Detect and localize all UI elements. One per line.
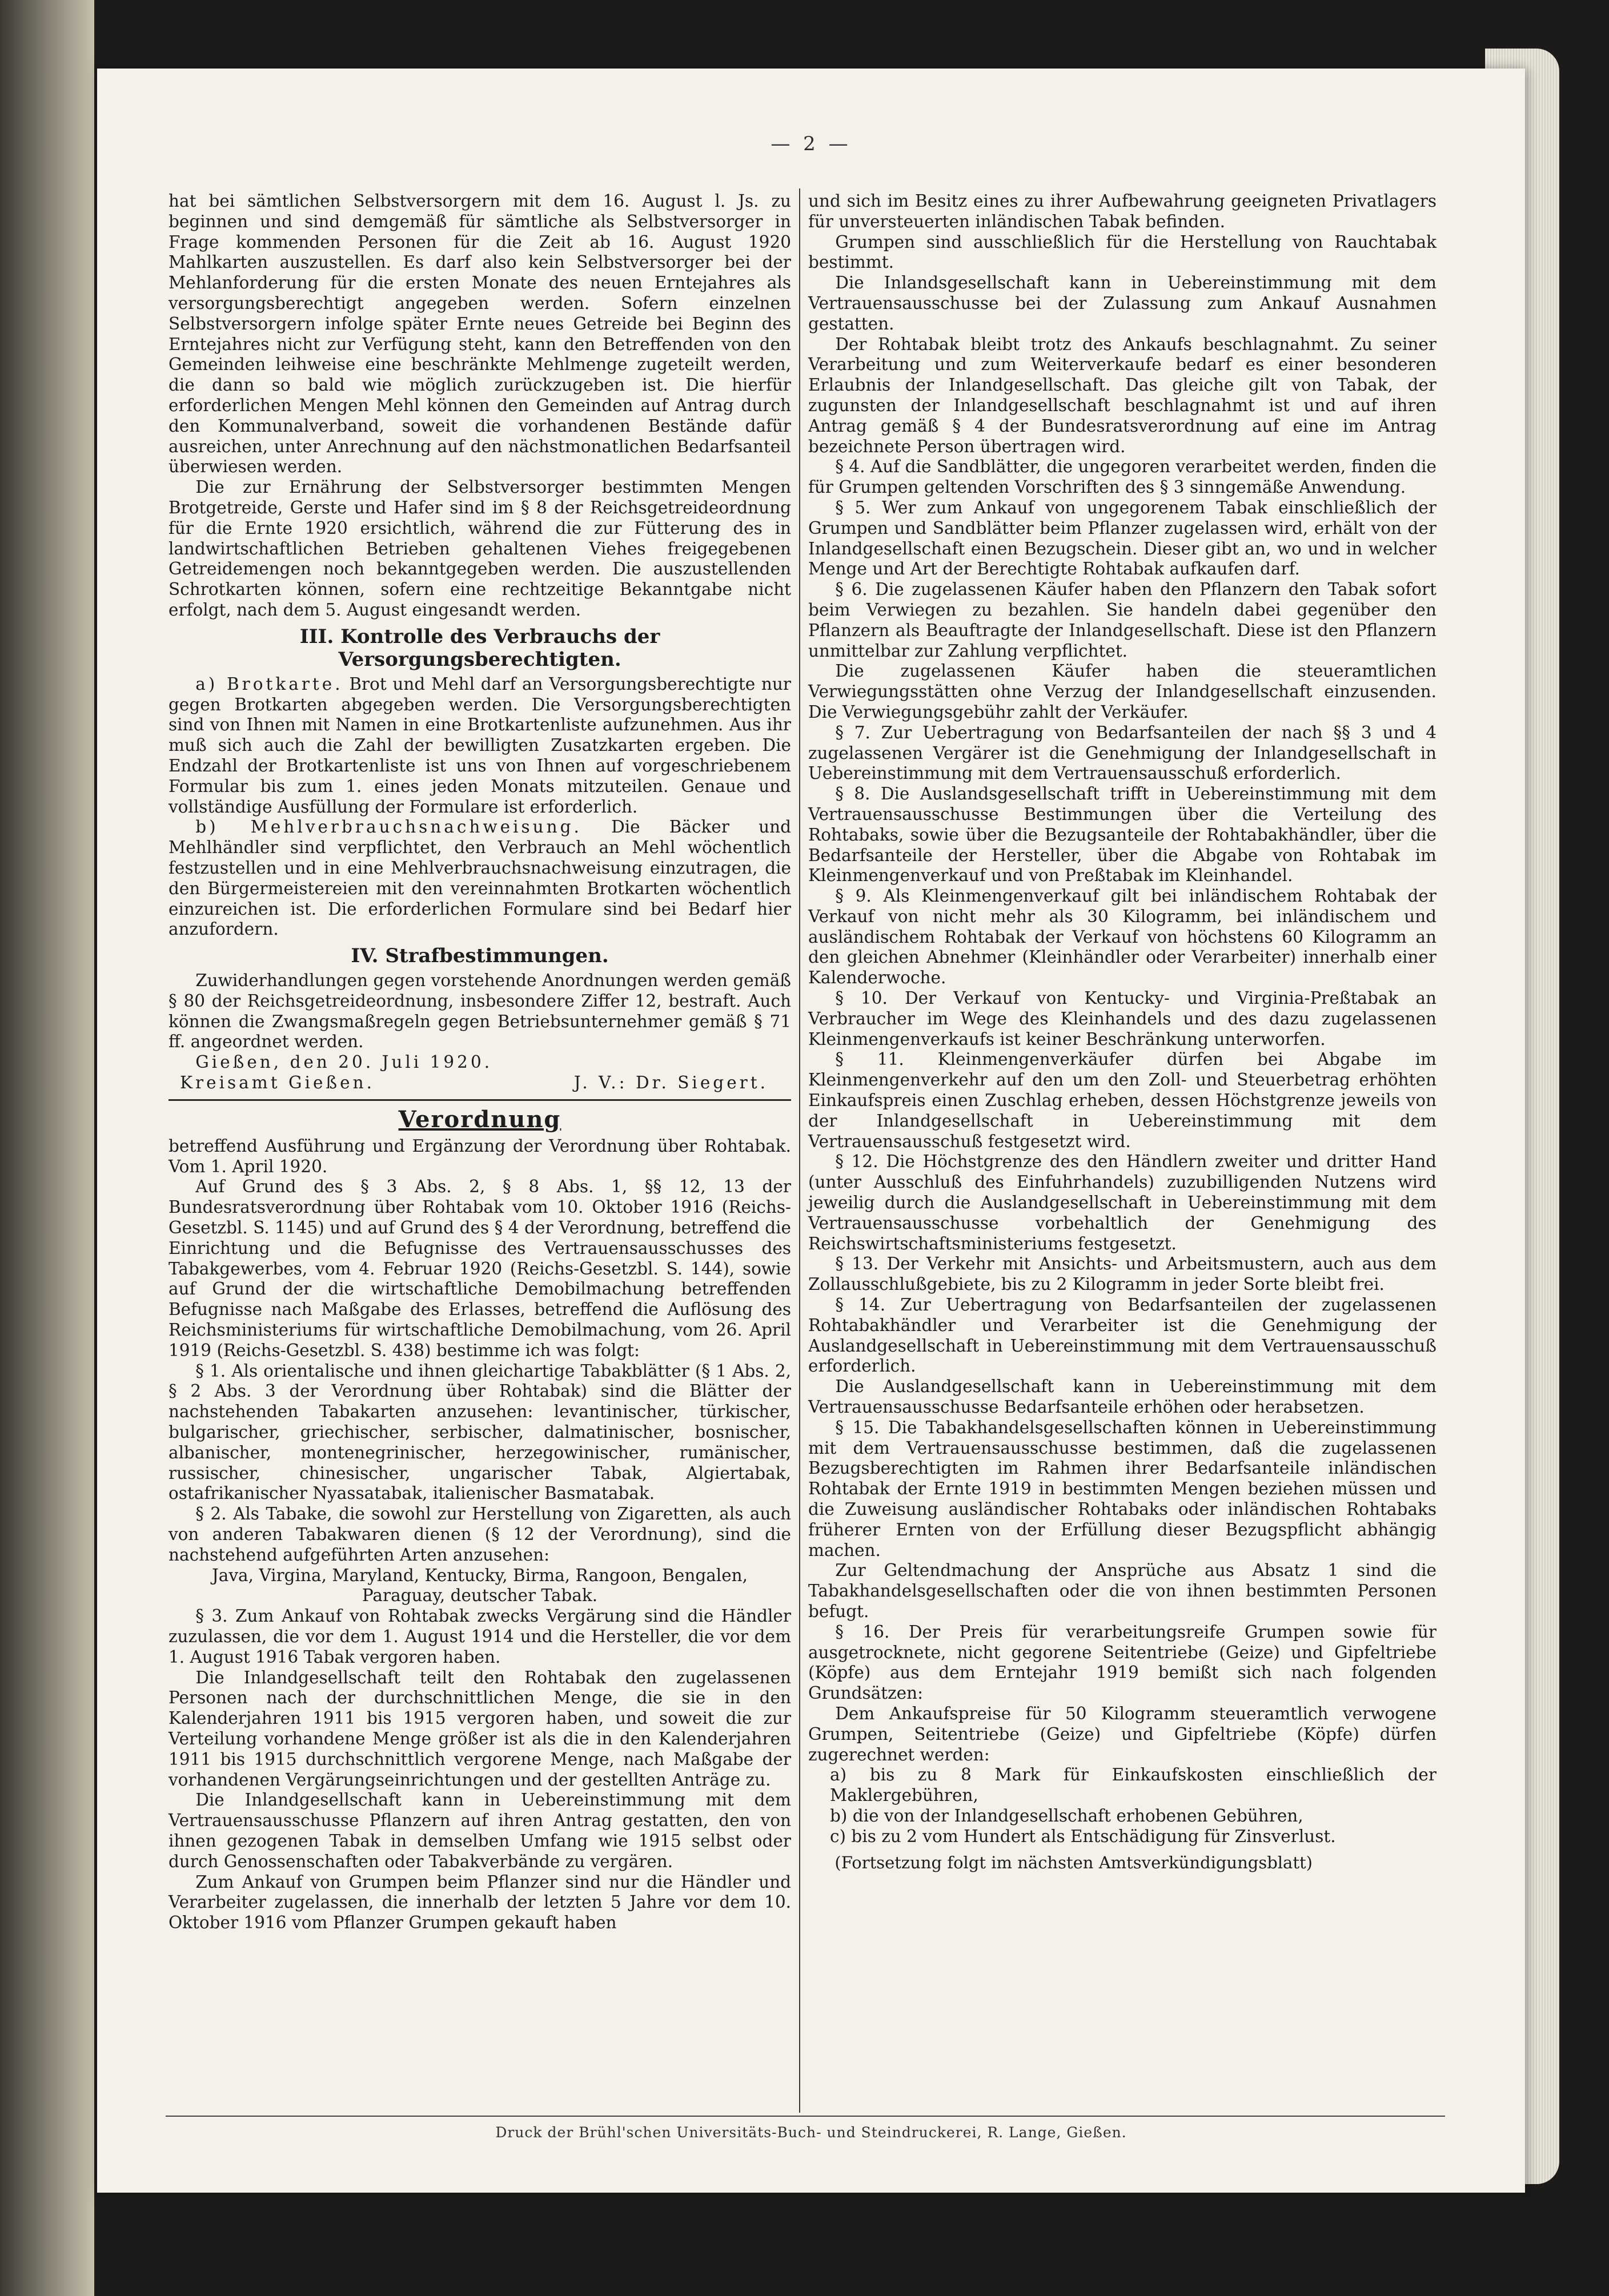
verordnung-paragraph: Die Inlandgesellschaft teilt den Rohtabak den zugelassenen Personen nach der durchschnittlichen Menge, die sie in den Kalenderjahren 1911 bis 1915 vergoren haben, und soweit die zur Verteilung vorhandene Menge größer ist als die in den Kalenderjahren 1911 bis 1915 durchschnittlich vergorene Menge, nach Maßgabe der vorhandenen Vergärungseinrichtungen und der gestellten Anträge zu. <box>168 1667 791 1790</box>
section-4-title: IV. Strafbestimmungen. <box>351 944 609 968</box>
printer-footer: Druck der Brühl'schen Universitäts-Buch- und Steindruckerei, R. Lange, Gießen. <box>495 2124 1127 2141</box>
intro-paragraph: hat bei sämtlichen Selbstversorgern mit dem 16. August l. Js. zu beginnen und sind demgemäß für sämtliche als Selbstversorger in Frage kommenden Personen für die Zeit ab 16. August 1920 Mahlkarten auszustellen. Es darf also kein Selbstversorger bei der Mehlanforderung für die ersten Monate des neuen Erntejahres als versorgungsberechtigt angegeben werden. Sofern einzelnen Selbstversorgern infolge später Ernte neues Getreide bei Beginn des Erntejahres nicht zur Verfügung steht, kann den Betreffenden von den Gemeinden leihweise eine beschränkte Mehlmenge zugeteilt werden, die dann so bald wie möglich zurückzugeben ist. Die hierfür erforderlichen Mengen Mehl können den Gemeinden auf Antrag durch den Kommunalverband, soweit die vorhandenen Bestände dafür ausreichen, unter Anrechnung auf den nächstmonatlichen Bedarfsanteil überwiesen werden. <box>168 191 791 477</box>
right-paragraph: Die Auslandgesellschaft kann in Uebereinstimmung mit dem Vertrauensausschusse Bedarfsanteile erhöhen oder herabsetzen. <box>808 1377 1437 1417</box>
verordnung-paragraph: § 3. Zum Ankauf von Rohtabak zwecks Vergärung sind die Händler zuzulassen, die vor dem 1. August 1914 und die Hersteller, die vor dem 1. August 1916 Tabak vergoren haben. <box>168 1606 791 1667</box>
verordnung-paragraph: Zum Ankauf von Grumpen beim Pflanzer sind nur die Händler und Verarbeiter zugelassen, die innerhalb der letzten 5 Jahre vor dem 10. Oktober 1916 vom Pflanzer Grumpen gekauft haben <box>168 1872 791 1933</box>
right-paragraph: § 16. Der Preis für verarbeitungsreife Grumpen sowie für ausgetrocknete, nicht gegorene Seitentriebe (Geize) und Gipfeltriebe (Köpfe) aus dem Erntejahr 1919 bemißt sich nach folgenden Grundsätzen: <box>808 1622 1437 1703</box>
right-paragraph: Grumpen sind ausschließlich für die Herstellung von Rauchtabak bestimmt. <box>808 232 1437 272</box>
section-3-title: III. Kontrolle des Verbrauchs der Versorgungsberechtigten. <box>299 625 660 671</box>
right-paragraph: § 12. Die Höchstgrenze des den Händlern zweiter und dritter Hand (unter Ausschluß des Einfuhrhandels) zuzubilligenden Nutzens wird jeweilig durch die Auslandgesellschaft in Uebereinstimmung mit dem Vertrauensausschusse vorbehaltlich der Genehmigung des Reichswirtschaftsministeriums festgesetzt. <box>808 1152 1437 1253</box>
right-column <box>808 191 1437 1873</box>
right-paragraph: § 7. Zur Uebertragung von Bedarfsanteilen der nach §§ 3 und 4 zugelassenen Vergärer ist die Genehmigung der Inlandgesellschaft in Uebereinstimmung mit dem Vertrauensausschuß erforderlich. <box>808 722 1437 783</box>
right-paragraph: § 10. Der Verkauf von Kentucky- und Virginia-Preßtabak an Verbraucher im Wege des Kleinhandels und des dazu zugelassenen Kleinmengenverkaufs ist keiner Beschränkung unterworfen. <box>808 988 1437 1049</box>
mehlverbrauch-label: b) Mehlverbrauchsnachweisung. <box>195 817 582 837</box>
verordnung-title: Verordnung <box>398 1105 561 1133</box>
authority: Kreisamt Gießen. <box>180 1073 375 1093</box>
left-column <box>168 191 791 1933</box>
date-line: Gießen, den 20. Juli 1920. <box>195 1052 493 1072</box>
right-paragraph: Zur Geltendmachung der Ansprüche aus Absatz 1 sind die Tabakhandelsgesellschaften oder die von ihnen bestimmten Personen befugt. <box>808 1561 1437 1621</box>
list-item: b) die von der Inlandgesellschaft erhobenen Gebühren, <box>830 1806 1303 1825</box>
right-paragraph: § 15. Die Tabakhandelsgesellschaften können in Uebereinstimmung mit dem Vertrauensausschusse bestimmen, daß die zugelassenen Bezugsberechtigten im Rahmen ihrer Bedarfsanteile inländischen Rohtabak der Ernte 1919 in bestimmten Mengen beziehen müssen und die Zuweisung ausländischer Rohtabaks oder inländischen Rohtabaks früherer Ernten von der Erfüllung dieser Bezugspflicht abhängig machen. <box>808 1417 1437 1560</box>
list-item: c) bis zu 2 vom Hundert als Entschädigung für Zinsverlust. <box>830 1826 1336 1846</box>
right-paragraph: § 5. Wer zum Ankauf von ungegorenem Tabak einschließlich der Grumpen und Sandblätter beim Pflanzer zugelassen wird, erhält von der Inlandgesellschaft einen Bezugschein. Dieser gibt an, wo und in welcher Menge und Art der Berechtigte Rohtabak aufkaufen darf. <box>808 497 1437 579</box>
list-item: a) bis zu 8 Mark für Einkaufskosten einschließlich der Maklergebühren, <box>830 1765 1437 1806</box>
page-number: — 2 — <box>771 132 852 155</box>
verordnung-subtitle: betreffend Ausführung und Ergänzung der Verordnung über Rohtabak. Vom 1. April 1920. <box>168 1136 791 1176</box>
right-paragraph: § 6. Die zugelassenen Käufer haben den Pflanzern den Tabak sofort beim Verwiegen zu bezahlen. Sie handeln dabei gegenüber den Pflanzern als Beauftragte der Inlandgesellschaft. Diese ist den Pflanzern unmittelbar zur Zahlung verpflichtet. <box>808 580 1437 661</box>
mehlverbrauch-text: Die Bäcker und Mehlhändler sind verpflichtet, den Verbrauch an Mehl wöchentlich festzustellen und in eine Mehlverbrauchsnachweisung einzutragen, die den Bürgermeistereien mit den vereinnahmten Brotkarten wöchentlich einzureichen ist. Die erforderlichen Formulare sind bei Bedarf hier anzufordern. <box>168 817 791 939</box>
right-paragraph: § 4. Auf die Sandblätter, die ungegoren verarbeitet werden, finden die für Grumpen geltenden Vorschriften des § 3 sinngemäße Anwendung. <box>808 457 1437 497</box>
section-separator <box>168 1099 791 1101</box>
right-paragraph: Die zugelassenen Käufer haben die steueramtlichen Verwiegungsstätten ohne Verzug der Inlandgesellschaft einzusenden. Die Verwiegungsgebühr zahlt der Verkäufer. <box>808 661 1437 722</box>
footer-rule <box>166 2116 1445 2117</box>
left-page-edge <box>0 0 94 2296</box>
signatory: J. V.: Dr. Siegert. <box>573 1073 768 1093</box>
verordnung-paragraph: Auf Grund des § 3 Abs. 2, § 8 Abs. 1, §§ 12, 13 der Bundesratsverordnung über Rohtabak vom 10. Oktober 1916 (Reichs-Gesetzbl. S. 1145) und auf Grund des § 4 der Verordnung, betreffend die Einrichtung und die Befugnisse des Vertrauensausschusses des Tabakgewerbes, vom 4. Februar 1920 (Reichs-Gesetzbl. S. 144), sowie auf Grund der die wirtschaftliche Demobilmachung betreffenden Befugnisse nach Maßgabe des Erlasses, betreffend die Auflösung des Reichsministeriums für wirtschaftliche Demobilmachung, vom 26. April 1919 (Reichs-Gesetzbl. S. 438) bestimme ich was folgt: <box>168 1177 791 1360</box>
right-paragraph: § 9. Als Kleinmengenverkauf gilt bei inländischem Rohtabak der Verkauf von nicht mehr als 30 Kilogramm, bei inländischem und ausländischem Rohtabak der Verkauf von höchstens 60 Kilogramm an den gleichen Abnehmer (Kleinhändler oder Verarbeiter) innerhalb einer Kalenderwoche. <box>808 886 1437 988</box>
right-paragraph: Der Rohtabak bleibt trotz des Ankaufs beschlagnahmt. Zu seiner Verarbeitung und zum Weiterverkaufe bedarf es einer besonderen Erlaubnis der Inlandgesellschaft. Das gleiche gilt von Tabak, der zugunsten der Inlandgesellschaft beschlagnahmt ist und auf ihren Antrag gemäß § 4 der Bundesratsverordnung auf eine im Antrag bezeichnete Person übertragen wird. <box>808 334 1437 456</box>
verordnung-paragraph: Die Inlandgesellschaft kann in Uebereinstimmung mit dem Vertrauensausschusse Pflanzern auf ihren Antrag gestatten, den von ihnen gezogenen Tabak in demselben Umfang wie 1915 selbst oder durch Genossenschaften oder Tabakverbände zu vergären. <box>168 1790 791 1871</box>
right-paragraph: Dem Ankaufspreise für 50 Kilogramm steueramtlich verwogene Grumpen, Seitentriebe (Geize) und Gipfeltriebe (Köpfe) dürfen zugerechnet werden: <box>808 1703 1437 1764</box>
right-paragraph: § 11. Kleinmengenverkäufer dürfen bei Abgabe im Kleinmengenverkehr auf den um den Zoll- und Steuerbetrag erhöhten Einkaufspreis einen Zuschlag erheben, dessen Höchstgrenze jeweils von der Inlandgesellschaft in Uebereinstimmung mit dem Vertrauensausschuß festgesetzt wird. <box>808 1050 1437 1151</box>
right-paragraph: § 8. Die Auslandsgesellschaft trifft in Uebereinstimmung mit dem Vertrauensausschusse Bestimmungen über die Verteilung des Rohtabaks, sowie über die Bezugsanteile der Rohtabakhändler, über die Bedarfsanteile der Hersteller, über die Abgabe von Rohtabak im Kleinmengenverkauf und von Preßtabak im Kleinhandel. <box>808 784 1437 886</box>
brotkarte-label: a) Brotkarte. <box>195 674 343 694</box>
right-paragraph: und sich im Besitz eines zu ihrer Aufbewahrung geeigneten Privatlagers für unversteuerten inländischen Tabak befinden. <box>808 191 1437 231</box>
intro-paragraph: Die zur Ernährung der Selbstversorger bestimmten Mengen Brotgetreide, Gerste und Hafer sind im § 8 der Reichsgetreideordnung für die Ernte 1920 ersichtlich, während die zur Fütterung des in landwirtschaftlichen Betrieben gehaltenen Viehes freigegebenen Getreidemengen noch bekanntgegeben werden. Die auszustellenden Schrotkarten können, sofern eine rechtzeitige Bekanntgabe nicht erfolgt, nach dem 5. August eingesandt werden. <box>168 477 791 620</box>
verordnung-paragraph: § 2. Als Tabake, die sowohl zur Herstellung von Zigaretten, als auch von anderen Tabakwaren dienen (§ 12 der Verordnung), sind die nachstehend aufgeführten Arten anzusehen: <box>168 1504 791 1565</box>
column-divider <box>799 188 800 2113</box>
continuation-note: (Fortsetzung folgt im nächsten Amtsverkündigungsblatt) <box>834 1852 1313 1872</box>
right-paragraph: § 14. Zur Uebertragung von Bedarfsanteilen der zugelassenen Rohtabakhändler und Verarbeiter ist die Genehmigung der Auslandgesellschaft in Uebereinstimmung mit dem Vertrauensausschuß erforderlich. <box>808 1295 1437 1376</box>
section-4-text: Zuwiderhandlungen gegen vorstehende Anordnungen werden gemäß § 80 der Reichsgetreideordnung, insbesondere Ziffer 12, bestraft. Auch können die Zwangsmaßregeln gegen Betriebsunternehmer gemäß § 71 ff. angeordnet werden. <box>168 971 791 1052</box>
signature-line <box>168 1073 791 1093</box>
right-paragraph: § 13. Der Verkehr mit Ansichts- und Arbeitsmustern, auch aus dem Zollausschlußgebiete, bis zu 2 Kilogramm in jeder Sorte bleibt frei. <box>808 1254 1437 1294</box>
brotkarte-text: Brot und Mehl darf an Versorgungsberechtigte nur gegen Brotkarten abgegeben werden. Die Versorgungsberechtigten sind von Ihnen mit Namen in eine Brotkartenliste aufzunehmen. Aus ihr muß sich auch die Zahl der bewilligten Zusatzkarten ergeben. Die Endzahl der Brotkartenliste ist uns von Ihnen auf vorgeschriebenem Formular bis zum 1. eines jeden Monats mitzuteilen. Genaue und vollständige Ausfüllung der Formulare ist erforderlich. <box>168 674 791 817</box>
newspaper-page <box>97 69 1525 2193</box>
right-paragraph: Die Inlandsgesellschaft kann in Uebereinstimmung mit dem Vertrauensausschusse bei der Zulassung zum Ankauf Ausnahmen gestatten. <box>808 273 1437 333</box>
tabak-list: Java, Virgina, Maryland, Kentucky, Birma, Rangoon, Bengalen, Paraguay, deutscher Tabak. <box>211 1565 748 1606</box>
verordnung-paragraph: § 1. Als orientalische und ihnen gleichartige Tabakblätter (§ 1 Abs. 2, § 2 Abs. 3 der Verordnung über Rohtabak) sind die Blätter der nachstehenden Tabakarten anzusehen: levantinischer, türkischer, bulgarischer, griechischer, serbischer, dalmatinischer, bosnischer, albanischer, montenegrinischer, herzegowinischer, rumänischer, russischer, chinesischer, ungarischer Tabak, Algiertabak, ostafrikanischer Nyassatabak, italienischer Basmatabak. <box>168 1361 791 1503</box>
